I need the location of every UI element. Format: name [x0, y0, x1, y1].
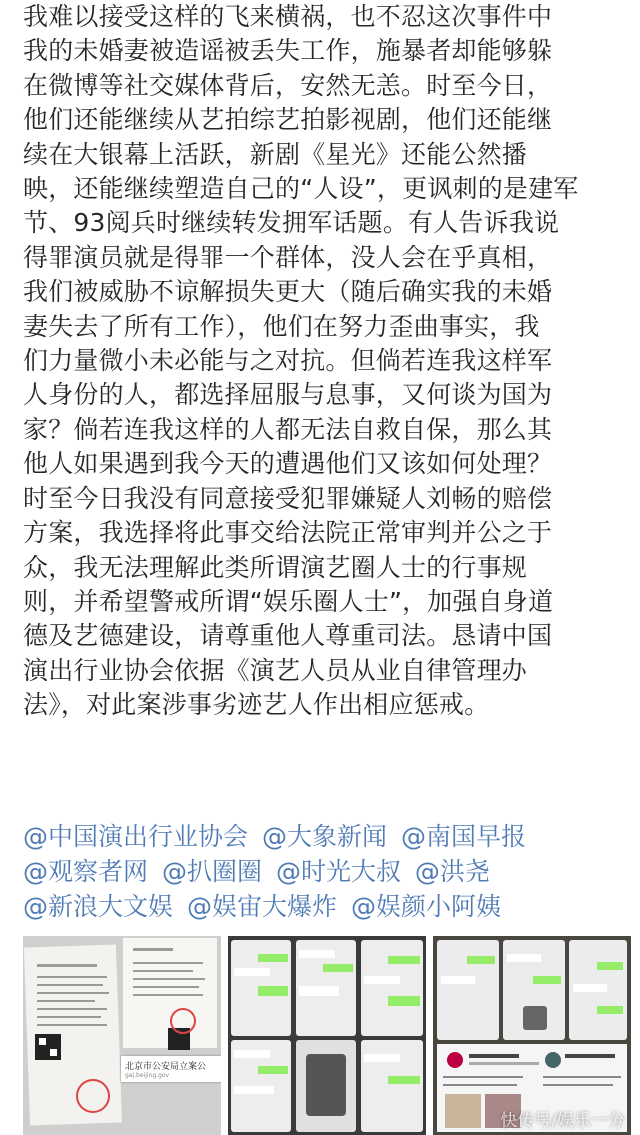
- mention-link[interactable]: @观察者网: [23, 857, 149, 886]
- mention-link[interactable]: @南国早报: [400, 822, 526, 851]
- mention-link[interactable]: @时光大叔: [275, 857, 401, 886]
- mention-link[interactable]: @娱颜小阿姨: [350, 892, 501, 921]
- mention-link[interactable]: @扒圈圈: [161, 857, 262, 886]
- chat-screenshot: [228, 936, 426, 1135]
- post-body-text: 我难以接受这样的飞来横祸，也不忍这次事件中 我的未婚妻被造谣被丢失工作，施暴者却能够躲 在微博等社交媒体背后，安然无恙。时至今日， 他们还能继续从艺拍综艺拍影视剧，他们还能继 续在大银幕上活跃，新剧《星光》还能公然播 映，还能继续塑造自己的“人设”，更讽刺的是建军 节、93阅兵时继续转发拥军话题。有人告诉我说 得罪演员就是得罪一个群体，没人会在乎真相， 我们被威胁不谅解损失更大（随后确实我的未婚 妻失去了所有工作），他们在努力歪曲事实，我 们力量微小未必能与之对抗。但倘若连我这样军 人身份的人，都选择屈服与息事，又何谈为国为 家？倘若连我这样的人都无法自救自保，那么其 他人如果遇到我今天的遭遇他们又该如何处理？ 时至今日我没有同意接受犯罪嫌疑人刘畅的赔偿 方案，我选择将此事交给法院正常审判并公之于 众，我无法理解此类所谓演艺圈人士的行事规 则，并希望警戒所谓“娱乐圈人士”，加强自身道 德及艺德建设，请尊重他人尊重司法。恳请中国 演出行业协会依据《演艺人员从业自律管理办 法》，对此案涉事劣迹艺人作出相应惩戒。: [23, 2, 579, 720]
- mention-link[interactable]: @新浪大文娱: [23, 892, 174, 921]
- mention-list: [23, 819, 633, 924]
- police-notice-title: 北京市公安局立案公: [125, 1062, 207, 1072]
- document-photo-thumbnail[interactable]: [23, 936, 221, 1135]
- police-notice-card: [121, 1056, 221, 1082]
- mention-link[interactable]: @中国演出行业协会: [23, 822, 249, 851]
- document-photo: [23, 936, 221, 1135]
- police-notice-url: gaj.beijing.gov: [125, 1072, 170, 1079]
- mention-link[interactable]: @大象新闻: [261, 822, 387, 851]
- phone-screenshot-thumbnail[interactable]: [433, 936, 631, 1135]
- chat-screenshot-thumbnail[interactable]: [228, 936, 426, 1135]
- post-image-grid: [23, 936, 631, 1135]
- mention-link[interactable]: @娱宙大爆炸: [186, 892, 337, 921]
- watermark-text: 快传号/娱乐一分: [500, 1111, 625, 1131]
- mention-link[interactable]: @洪尧: [414, 857, 490, 886]
